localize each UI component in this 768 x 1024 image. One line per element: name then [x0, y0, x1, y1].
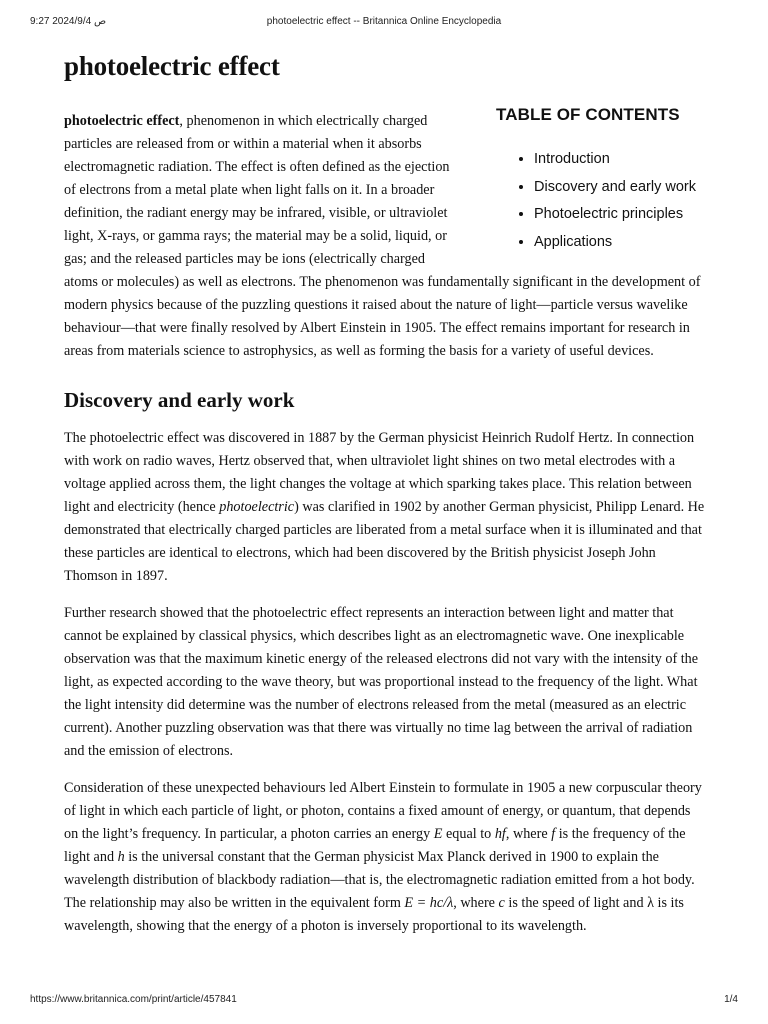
print-document-title: photoelectric effect -- Britannica Online Encyclopedia: [266, 16, 502, 27]
text-run: Consideration of these unexpected behaviours led Albert Einstein to formulate in 1905 a new corpuscular theory of light in which each particle of light, or photon, contains a fixed amount of energy, or quantum, that depends on the light’s frequency. In particular, a photon carries an energy: [64, 780, 702, 842]
section-discovery: [64, 387, 708, 938]
toc-list: [496, 146, 708, 256]
emphasis-photoelectric: photoelectric: [219, 499, 295, 515]
text-run: is the frequency of the light and: [64, 826, 686, 865]
text-run: is the universal constant that the German physicist Max Planck derived in 1900 to explain the wavelength distribution of blackbody radiation—that is, the electromagnetic radiation emitted from a hot body. The relationship may also be written in the equivalent form: [64, 849, 695, 911]
intro-term: photoelectric effect: [64, 113, 180, 129]
text-run: , where: [453, 895, 499, 911]
toc-item-principles[interactable]: • Photoelectric principles: [534, 201, 708, 229]
table-of-contents: [496, 104, 708, 256]
section-heading: Discovery and early work: [64, 388, 295, 412]
var-f: f: [551, 826, 556, 842]
toc-item-discovery[interactable]: • Discovery and early work: [534, 174, 708, 202]
var-hf: hf: [494, 826, 506, 842]
print-timestamp: 9:27 ص 2024/9/4: [30, 16, 107, 27]
text-run: The photoelectric effect was discovered in 1887 by the German physicist Heinrich Rudolf Hertz. In connection with work on radio waves, Hertz observed that, when ultraviolet light shines on two metal electrodes with a voltage applied across them, the light changes the voltage at which sparking takes place. This relation between light and electricity (hence: [64, 430, 695, 515]
text-run: ) was clarified in 1902 by another German physicist, Philipp Lenard. He demonstrated that electrically charged particles are liberated from a metal surface when it is illuminated and that these particles are identical to electrons, which had been discovered by the British physicist Joseph John Thomson in 1897.: [64, 499, 705, 584]
print-url[interactable]: https://www.britannica.com/print/article/457841: [30, 994, 237, 1005]
intro-section: [64, 105, 708, 363]
article: [64, 40, 708, 952]
equation-e-hc-lambda: E = hc/λ: [404, 895, 454, 911]
var-c: c: [498, 895, 505, 911]
section-paragraph-3: [64, 777, 708, 938]
toc-heading: TABLE OF CONTENTS: [496, 105, 680, 124]
toc-item-applications[interactable]: • Applications: [534, 229, 708, 257]
text-run: , where: [505, 826, 552, 842]
article-title: photoelectric effect: [64, 51, 280, 81]
intro-text: , phenomenon in which electrically charged particles are released from or within a material when it absorbs electromagnetic radiation. The effect is often defined as the ejection of electrons from a metal plate when light falls on it. In a broader definition, the radiant energy may be infrared, visible, or ultraviolet light, X-rays, or gamma rays; the material may be a solid, liquid, or gas; and the released particles may be ions (electrically charged atoms or molecules) as well as electrons. The phenomenon was fundamentally significant in the development of modern physics because of the puzzling questions it raised about the nature of light—particle versus wavelike behaviour—that were finally resolved by Albert Einstein in 1905. The effect remains important for research in areas from materials science to astrophysics, as well as forming the basis for a variety of useful devices.: [64, 113, 701, 359]
section-paragraph-1: [64, 427, 708, 588]
section-paragraph-2: Further research showed that the photoelectric effect represents an interaction between light and matter that cannot be explained by classical physics, which describes light as an electromagnetic wave. One inexplicable observation was that the maximum kinetic energy of the released electrons did not vary with the intensity of the light, as expected according to the wave theory, but was proportional instead to the frequency of the light. What the light intensity did determine was the number of electrons released from the metal (measured as an electric current). Another puzzling observation was that there was virtually no time lag between the arrival of radiation and the emission of electrons.: [64, 605, 699, 759]
text-run: equal to: [442, 826, 495, 842]
var-E: E: [433, 826, 443, 842]
var-h: h: [117, 849, 125, 865]
page-number: 1/4: [724, 994, 738, 1005]
print-header: [0, 16, 768, 30]
text-run: is the speed of light and λ is its wavelength, showing that the energy of a photon is inversely proportional to its wavelength.: [64, 895, 684, 934]
toc-item-introduction[interactable]: • Introduction: [534, 146, 708, 174]
